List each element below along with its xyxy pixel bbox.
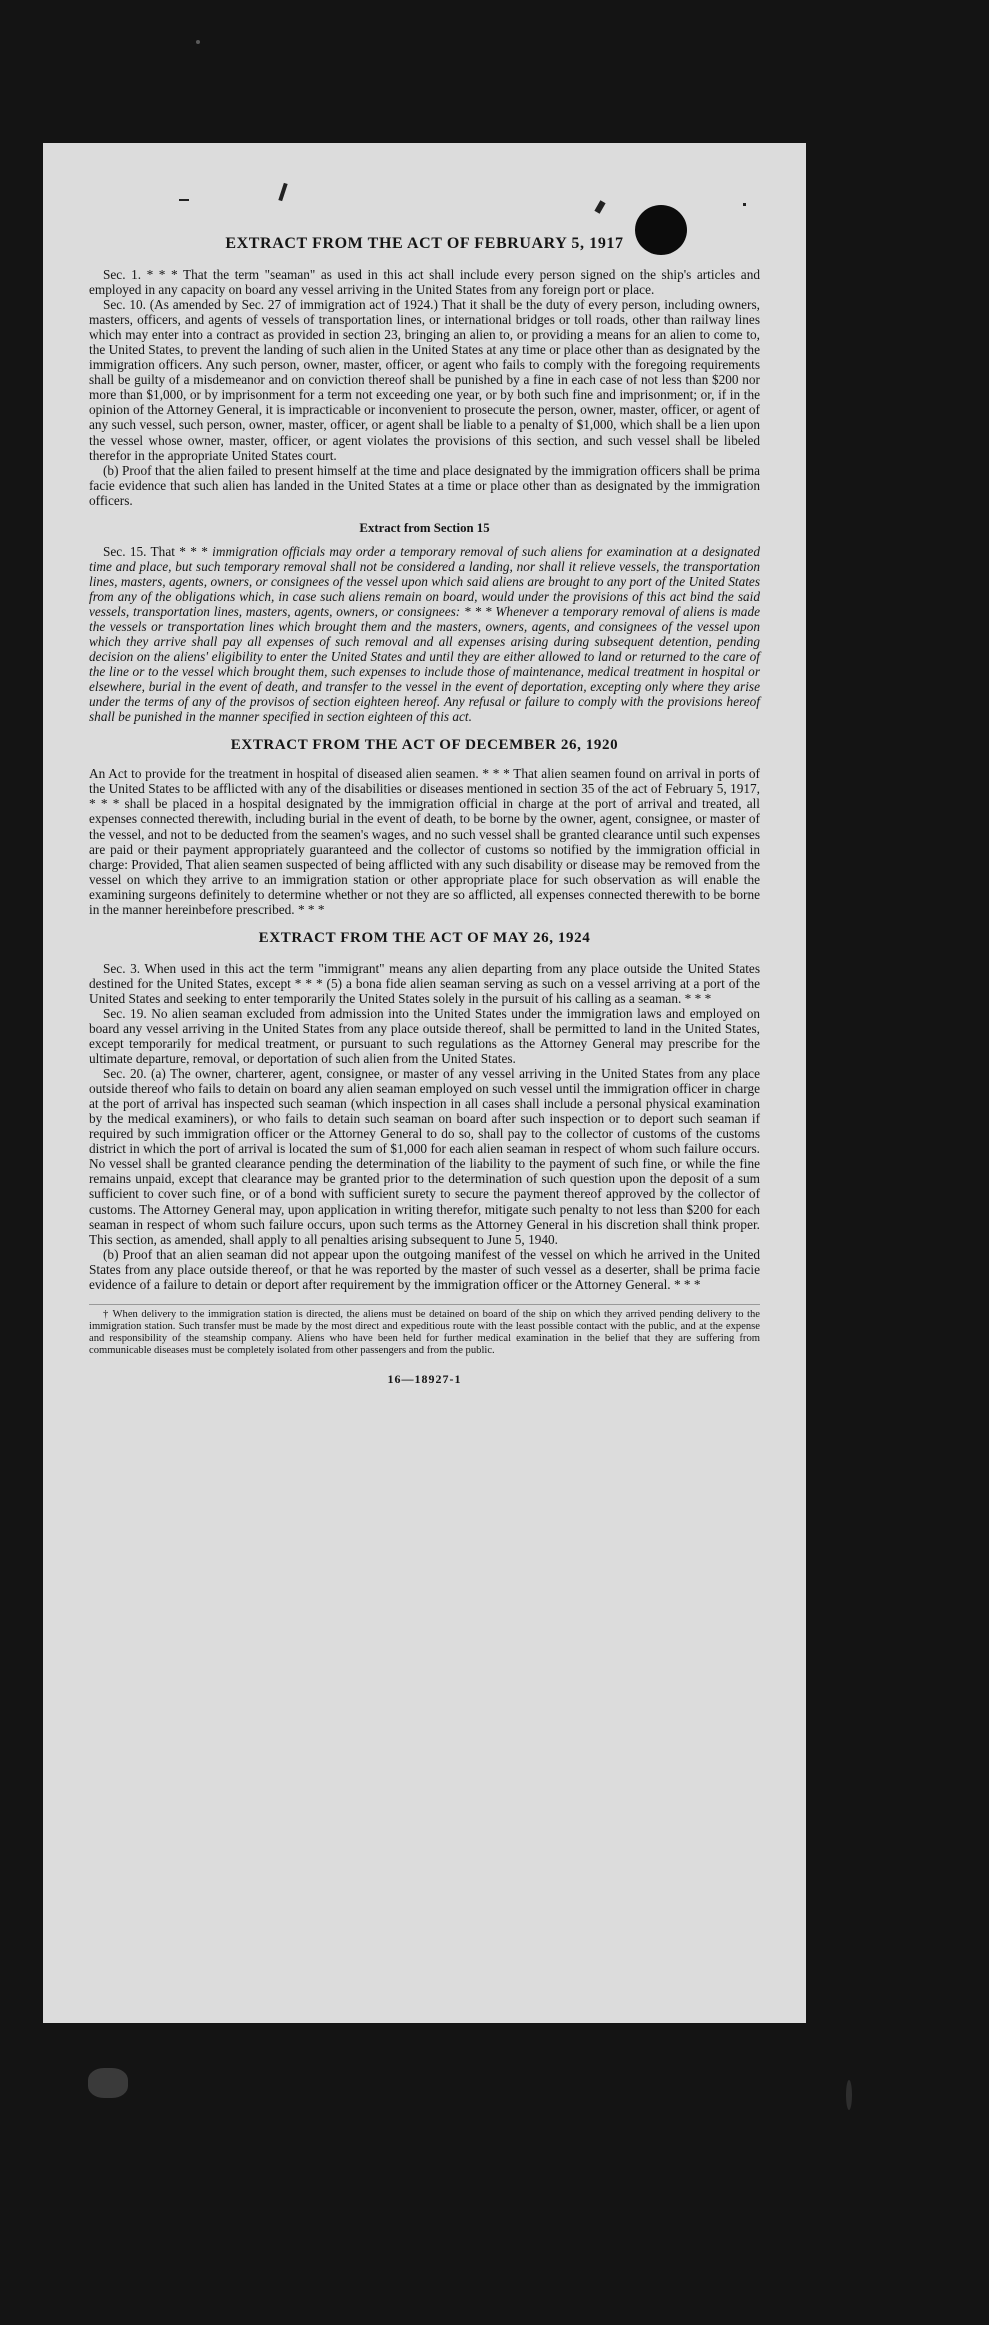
paragraph: Sec. 20. (a) The owner, charterer, agent, consignee, or master of any vessel arriving in the United States from any place outside thereof who fails to detain on board any alien seaman employed on such vessel until the immigration officer in charge at the port of arrival has inspected such seaman (which inspection in all cases shall include a personal physical examination by the medical examiners), or who fails to detain such seaman on board after such inspection or to deport such seaman if required by such immigration officer or the Attorney General to do so, shall pay to the collector of customs of the customs district in which the port of arrival is located the sum of $1,000 for each alien seaman in respect of whom such failure occurs. No vessel shall be granted clearance pending the determination of the liability to the payment of such fine, or while the fine remains unpaid, except that clearance may be granted prior to the determination of such question upon the deposit of a sum sufficient to cover such fine, or of a bond with sufficient surety to secure the payment thereof approved by the collector of customs. The Attorney General may, upon application in writing therefor, mitigate such penalty to not less than $200 for each seaman in respect of whom such failure occurs, upon such terms as the Attorney General in his discretion shall think proper. This section, as amended, shall apply to all penalties arising subsequent to June 5, 1940.: [89, 1066, 760, 1247]
section-1-and-10: [89, 267, 760, 508]
december-1920-body: [89, 766, 760, 916]
footnote-text: † When delivery to the immigration station is directed, the aliens must be detained on board of the ship on which they arrived pending delivery to the immigration station. Such transfer must be made by the most direct and expeditious route with the least possible contact with the public, and at the expense and responsibility of the steamship company. Aliens who have been held for further medical examination in the belief that they are suffering from communicable diseases must be completely isolated from other passengers and from the public.: [89, 1308, 760, 1357]
dust-speck: [196, 40, 200, 44]
december-1920-heading: EXTRACT FROM THE ACT OF DECEMBER 26, 1920: [230, 737, 619, 754]
page-title: EXTRACT FROM THE ACT OF FEBRUARY 5, 1917: [225, 235, 624, 252]
may-1924-heading: EXTRACT FROM THE ACT OF MAY 26, 1924: [258, 929, 591, 946]
section-15-body: [89, 544, 760, 725]
paragraph: Sec. 10. (As amended by Sec. 27 of immigration act of 1924.) That it shall be the duty of every person, including owners, masters, officers, and agents of vessels of transportation lines, or international bridges or toll roads, other than railway lines which may enter into a contract as provided in section 23, bringing an alien to, or providing a means for an alien to come to, the United States, to prevent the landing of such alien in the United States at any time or place other than as designated by the immigration officers. Any such person, owner, master, officer, or agent who fails to comply with the foregoing requirements shall be guilty of a misdemeanor and on conviction thereof shall be punished by a fine in each case of not less than $200 nor more than $1,000, or by imprisonment for a term not exceeding one year, or by both such fine and imprisonment; or, if in the opinion of the Attorney General, it is impracticable or inconvenient to prosecute the person, owner, master, officer, or agent of any such vessel, such person, owner, master, officer, or agent shall be liable to a penalty of $1,000, which shall be a lien upon the vessel whose owner, master, officer, or agent violates the provisions of this section, and such vessel shall be libeled therefor in the appropriate United States court.: [89, 297, 760, 463]
paragraph: Sec. 19. No alien seaman excluded from admission into the United States under the immigration laws and employed on board any vessel arriving in the United States from any place outside thereof, shall be permitted to land in the United States, except temporarily for medical treatment, or pursuant to such regulations as the Attorney General may prescribe for the ultimate departure, removal, or deportation of such alien from the United States.: [89, 1005, 760, 1067]
paragraph: Sec. 3. When used in this act the term "immigrant" means any alien departing from any place outside the United States destined for the United States, except * * * (5) a bona fide alien seaman serving as such on a vessel arriving at a port of the United States and seeking to enter temporarily the United States solely in the pursuit of his calling as a seaman. * * *: [89, 960, 760, 1006]
ink-mark: [179, 199, 189, 201]
footnote: [89, 1304, 760, 1358]
ink-mark: [594, 200, 605, 213]
paragraph: (b) Proof that an alien seaman did not appear upon the outgoing manifest of the vessel on which he arrived in the United States from any place outside thereof, or that he was reported by the master of such vessel as a deserter, shall be prima facie evidence of a failure to detain or deport after requirement by the immigration officer or the Attorney General. * * *: [89, 1246, 760, 1292]
may-1924-body: [89, 961, 760, 1292]
section-15-lead: Sec. 15. That * * *: [103, 543, 213, 559]
document-page: [43, 143, 806, 2023]
ink-mark: [743, 203, 746, 206]
dust-speck: [846, 2080, 852, 2110]
paragraph: Sec. 1. * * * That the term "seaman" as used in this act shall include every person signed on the ship's articles and employed in any capacity on board any vessel arriving in the United States from any foreign port or place.: [89, 267, 760, 298]
paragraph: [89, 544, 760, 725]
section-15-heading: Extract from Section 15: [359, 520, 490, 535]
paragraph: An Act to provide for the treatment in hospital of diseased alien seamen. * * * That alien seamen found on arrival in ports of the United States to be afflicted with any of the disabilities or diseases mentioned in section 35 of the act of February 5, 1917, * * * shall be placed in a hospital designated by the immigration official in charge at the port of arrival and treated, all expenses connected therewith, including burial in the event of death, to be borne by the owner, agent, consignee, or master of the vessel, and not to be deducted from the seamen's wages, and no such vessel shall be granted clearance until such expenses are paid or their payment appropriately guaranteed and the collector of customs so notified by the immigration official in charge: Provided, That alien seamen suspected of being afflicted with any such disability or disease may be removed from the vessel on which they arrive to an immigration station or other appropriate place for such observation as will enable the examining surgeons definitely to determine whether or not they are so afflicted, all expenses connected therewith to be borne in the manner hereinbefore prescribed. * * *: [89, 766, 760, 917]
section-15-italic-text: immigration officials may order a temporary removal of such aliens for examination at a designated time and place, but such temporary removal shall not be considered a landing, nor shall it relieve vessels, the transportation lines, masters, agents, owners, or consignees of the vessel upon which said aliens are brought to any port of the United States from any of the obligations which, in case such aliens remain on board, would under the provisions of this act bind the said vessels, transportation lines, masters, agents, owners, or consignees: * * * Whenever a temporary removal of aliens is made the vessels or transportation lines which brought them and the masters, owners, agents, and consignees of the vessel upon which they arrive shall pay all expenses of such removal and all expenses arising during subsequent detention, pending decision on the aliens' eligibility to enter the United States and until they are either allowed to land or returned to the care of the line or to the vessel which brought them, such expenses to include those of maintenance, medical treatment in hospital or elsewhere, burial in the event of death, and transfer to the vessel in the event of deportation, excepting only where they arise under the terms of any of the provisos of section eighteen hereof. Any refusal or failure to comply with the provisions hereof shall be punished in the manner specified in section eighteen of this act.: [89, 543, 760, 725]
paragraph: (b) Proof that the alien failed to present himself at the time and place designated by the immigration officers shall be prima facie evidence that such alien has landed in the United States at a time or place other than as designated by the immigration officers.: [89, 462, 760, 508]
ink-blot: [635, 205, 687, 255]
ink-mark: [278, 183, 287, 201]
dust-speck: [88, 2068, 128, 2098]
page-number: 16—18927-1: [387, 1371, 462, 1386]
